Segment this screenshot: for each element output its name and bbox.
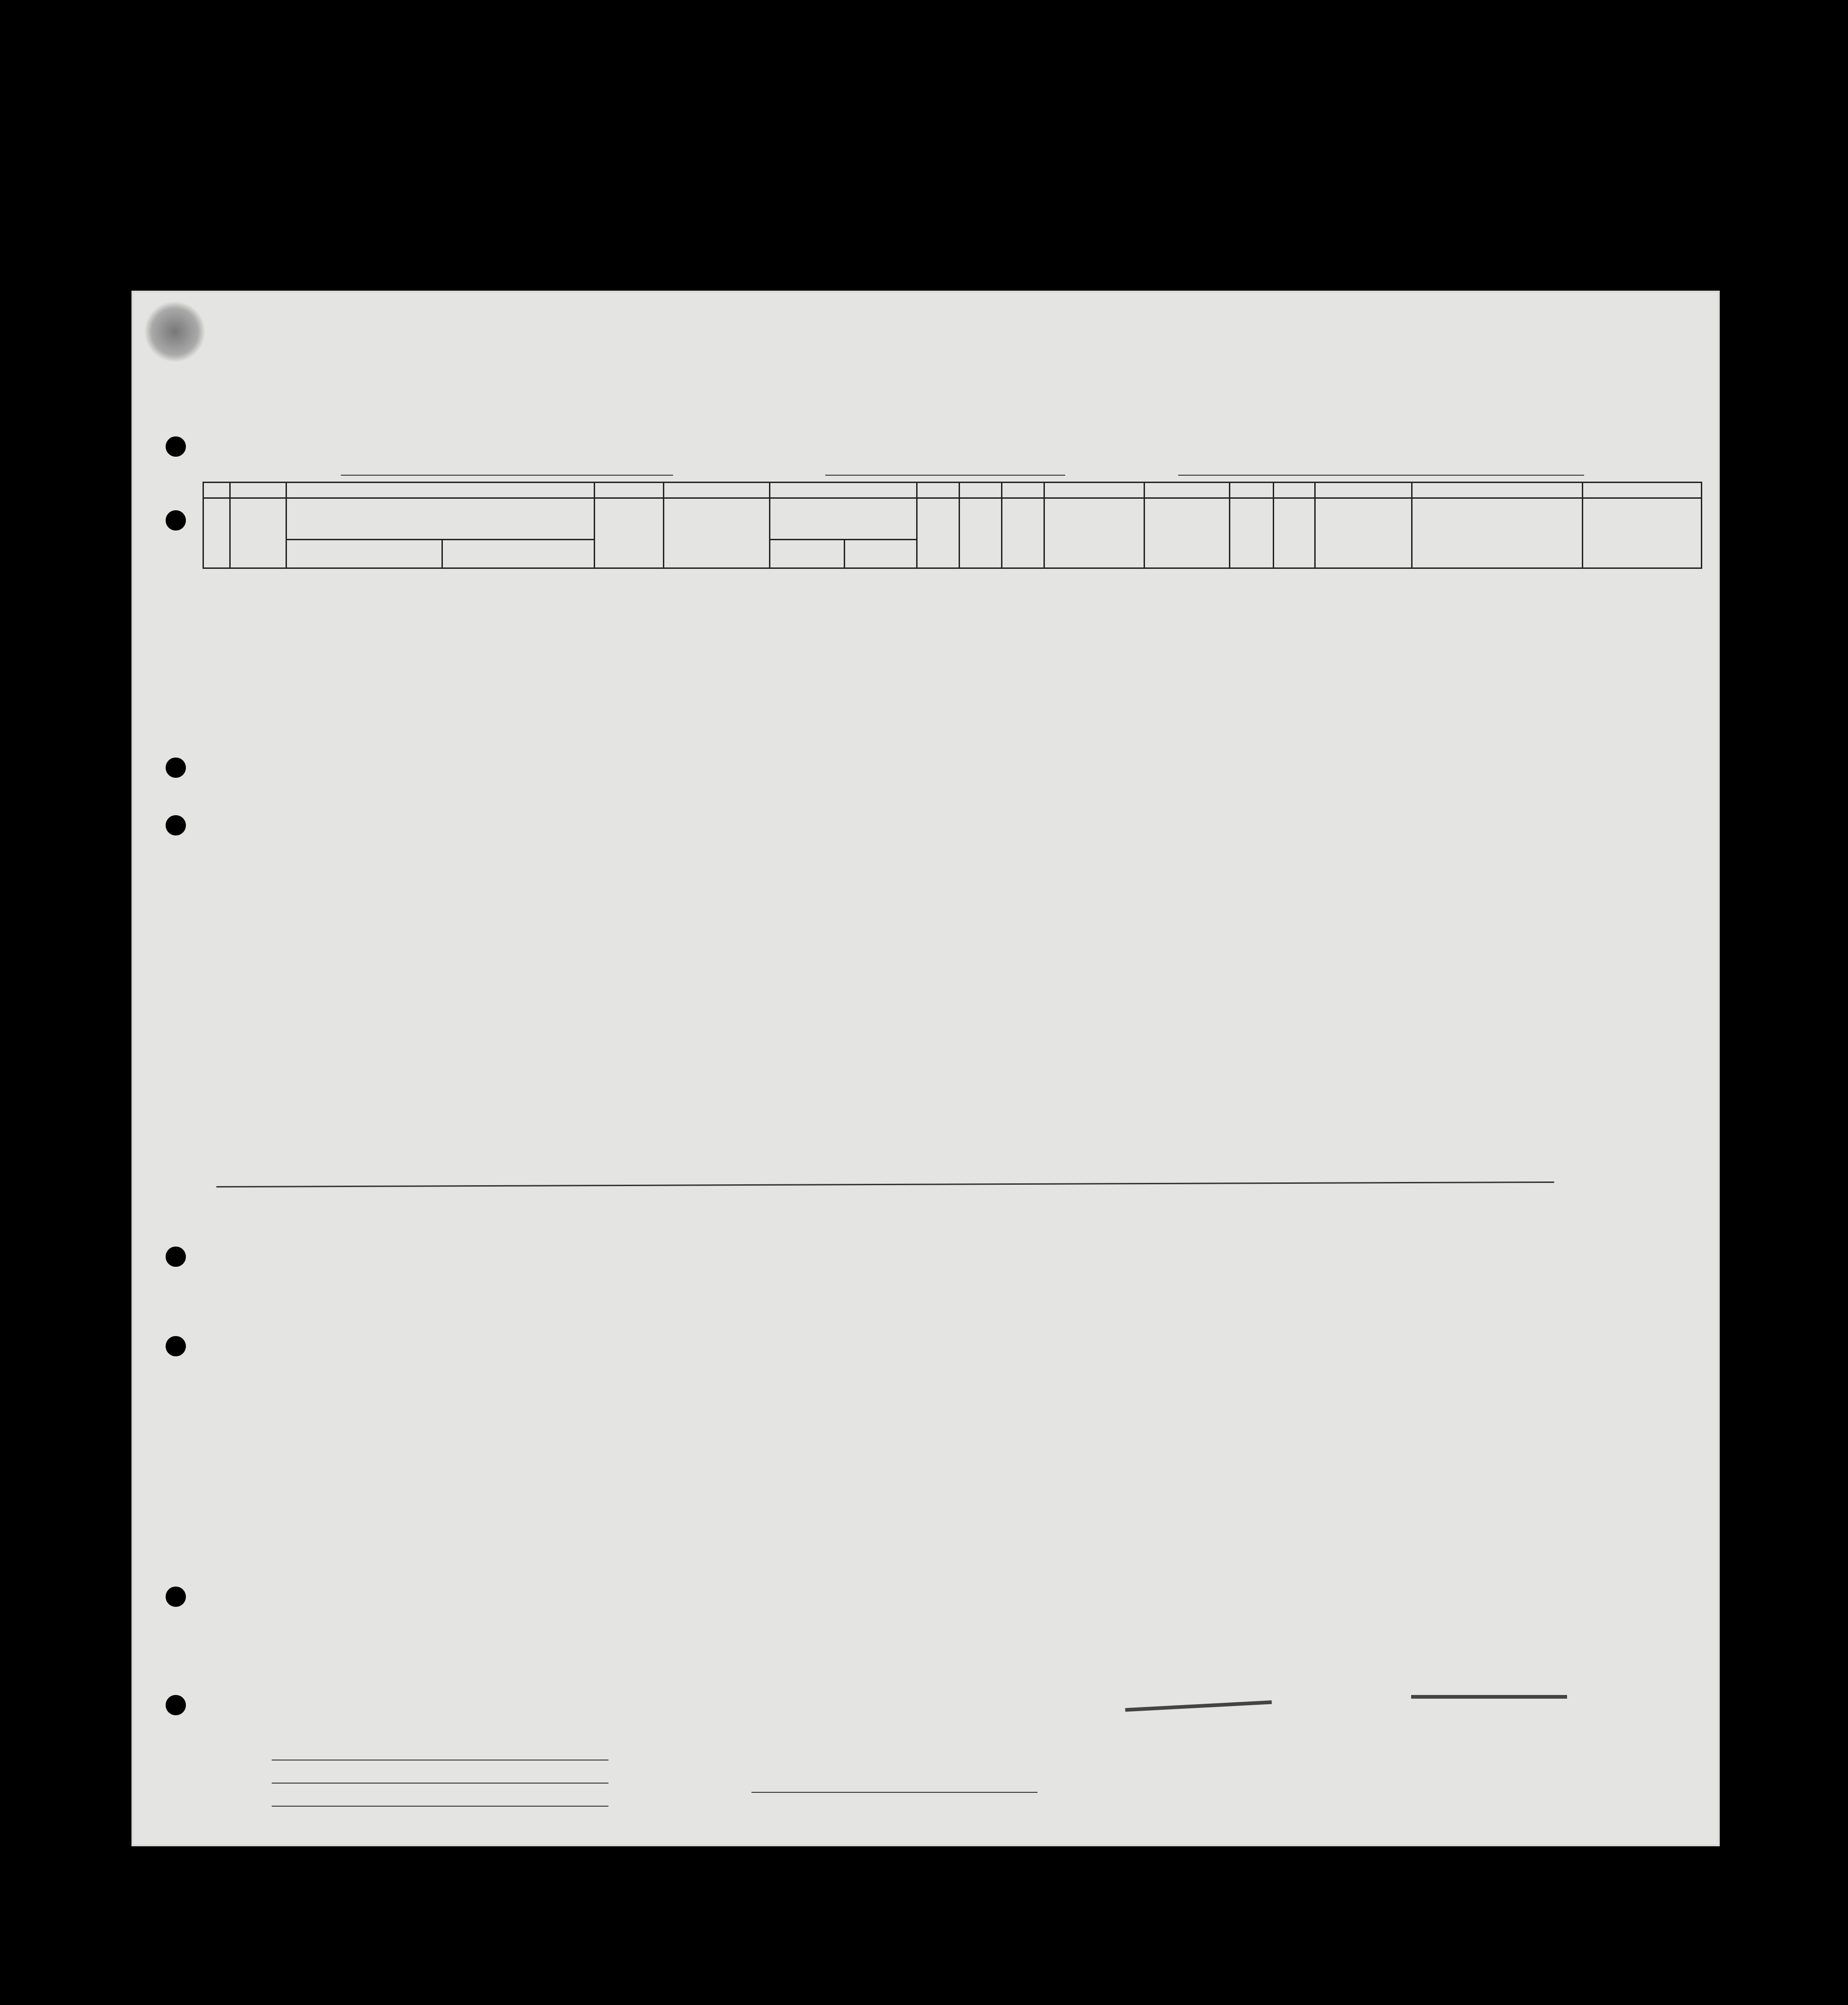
header-no-on-list [203,498,230,568]
header-remarks [1583,498,1702,568]
header-length-service [595,498,664,568]
header-age [1002,498,1044,568]
punch-hole [166,815,186,835]
header-nationality [1230,498,1274,568]
col-num [960,483,1002,498]
header-given-name [442,540,595,568]
col-num [1230,483,1274,498]
crew-table [203,482,1702,569]
col-num [1315,483,1412,498]
header-weight [1315,498,1412,568]
col-num [1145,483,1230,498]
header-able-read [960,498,1002,568]
header-where [845,540,917,568]
col-num [286,483,595,498]
office-stamp [1411,1695,1567,1699]
punch-hole [166,758,186,778]
col-num [1002,483,1044,498]
header-name-in-full [286,498,595,540]
col-num [1412,483,1583,498]
col-num [664,483,770,498]
col-num [1274,483,1315,498]
col-num [770,483,917,498]
col-num [230,483,286,498]
header-when [770,540,845,568]
punch-hole [166,1695,186,1715]
stamp-office [1127,1702,1270,1710]
punch-hole [166,1587,186,1607]
punch-hole [166,1247,186,1267]
header-family-name [286,540,442,568]
col-num [1583,483,1702,498]
torn-corner-mark [145,302,205,362]
punch-hole [166,1336,186,1356]
header-race [1145,498,1230,568]
punch-hole [166,510,186,531]
col-num [595,483,664,498]
crew-manifest-page [131,291,1720,1846]
header-physical-marks [1412,498,1583,568]
header-discharged [917,498,960,568]
header-position [664,498,770,568]
stamp-place [1127,1702,1270,1710]
punch-hole [166,436,186,457]
header-height [1274,498,1315,568]
header-sex [1044,498,1145,568]
header-shipped-engaged [770,498,917,540]
strike-line-row-13 [216,1182,1554,1187]
col-num [917,483,960,498]
header-crew-last-voyage [230,498,286,568]
vessel-line [286,456,1669,481]
col-num [203,483,230,498]
stamp-date [1127,1702,1270,1710]
office-stamp [1125,1701,1272,1712]
col-num [1044,483,1145,498]
